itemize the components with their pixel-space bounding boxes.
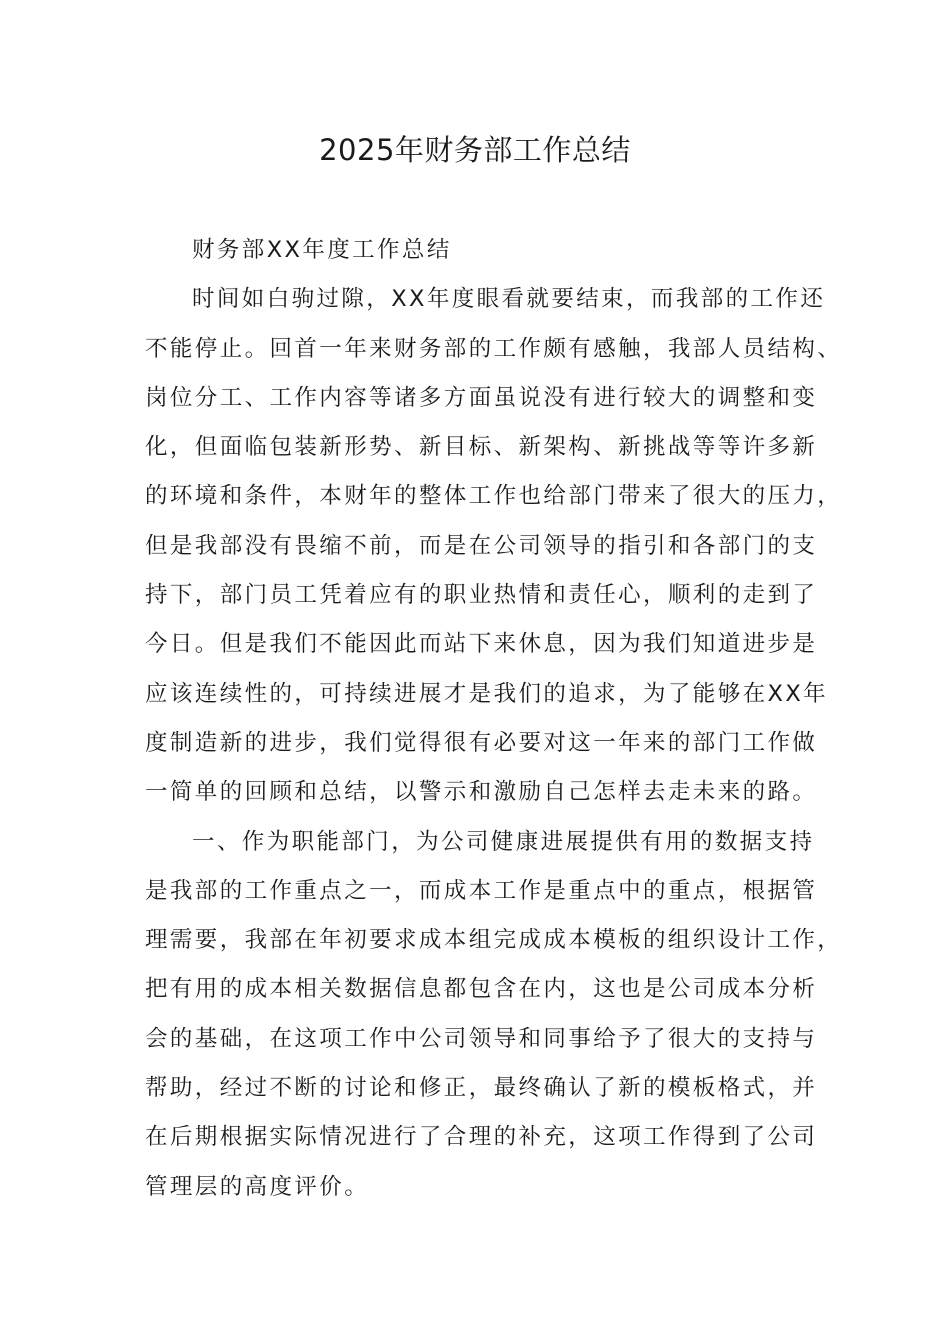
paragraph-line: 在后期根据实际情况进行了合理的补充，这项工作得到了公司 bbox=[145, 1124, 818, 1151]
paragraph-line: 今日。但是我们不能因此而站下来休息，因为我们知道进步是 bbox=[145, 631, 818, 658]
paragraph-line: 持下，部门员工凭着应有的职业热情和责任心，顺利的走到了 bbox=[145, 582, 818, 609]
subtitle-line: 财务部XX年度工作总结 bbox=[192, 237, 452, 263]
paragraph-line: 帮助，经过不断的讨论和修正，最终确认了新的模板格式，并 bbox=[145, 1075, 818, 1102]
paragraph-line: 度制造新的进步，我们觉得很有必要对这一年来的部门工作做 bbox=[145, 729, 818, 756]
paragraph-line: 不能停止。回首一年来财务部的工作颇有感触，我部人员结构、 bbox=[145, 335, 843, 362]
paragraph-line: 时间如白驹过隙，XX年度眼看就要结束，而我部的工作还 bbox=[192, 286, 826, 313]
paragraph-line: 把有用的成本相关数据信息都包含在内，这也是公司成本分析 bbox=[145, 976, 818, 1003]
paragraph-line: 理需要，我部在年初要求成本组完成成本模板的组织设计工作， bbox=[145, 927, 843, 954]
paragraph-line: 岗位分工、工作内容等诸多方面虽说没有进行较大的调整和变 bbox=[145, 384, 818, 411]
paragraph-line: 会的基础，在这项工作中公司领导和同事给予了很大的支持与 bbox=[145, 1025, 818, 1052]
document-title: 2025年财务部工作总结 bbox=[319, 133, 631, 167]
paragraph-line: 化，但面临包装新形势、新目标、新架构、新挑战等等许多新 bbox=[145, 434, 818, 461]
paragraph-line: 一、作为职能部门，为公司健康进展提供有用的数据支持 bbox=[192, 828, 815, 855]
paragraph-line: 一简单的回顾和总结，以警示和激励自己怎样去走未来的路。 bbox=[145, 779, 818, 806]
document-body bbox=[145, 226, 843, 1212]
paragraph-line: 的环境和条件，本财年的整体工作也给部门带来了很大的压力， bbox=[145, 483, 843, 510]
paragraph-line: 是我部的工作重点之一，而成本工作是重点中的重点，根据管 bbox=[145, 877, 818, 904]
paragraph-line: 应该连续性的，可持续进展才是我们的追求，为了能够在XX年 bbox=[145, 680, 829, 707]
paragraph-line: 管理层的高度评价。 bbox=[145, 1173, 370, 1200]
paragraph-line: 但是我部没有畏缩不前，而是在公司领导的指引和各部门的支 bbox=[145, 532, 818, 559]
